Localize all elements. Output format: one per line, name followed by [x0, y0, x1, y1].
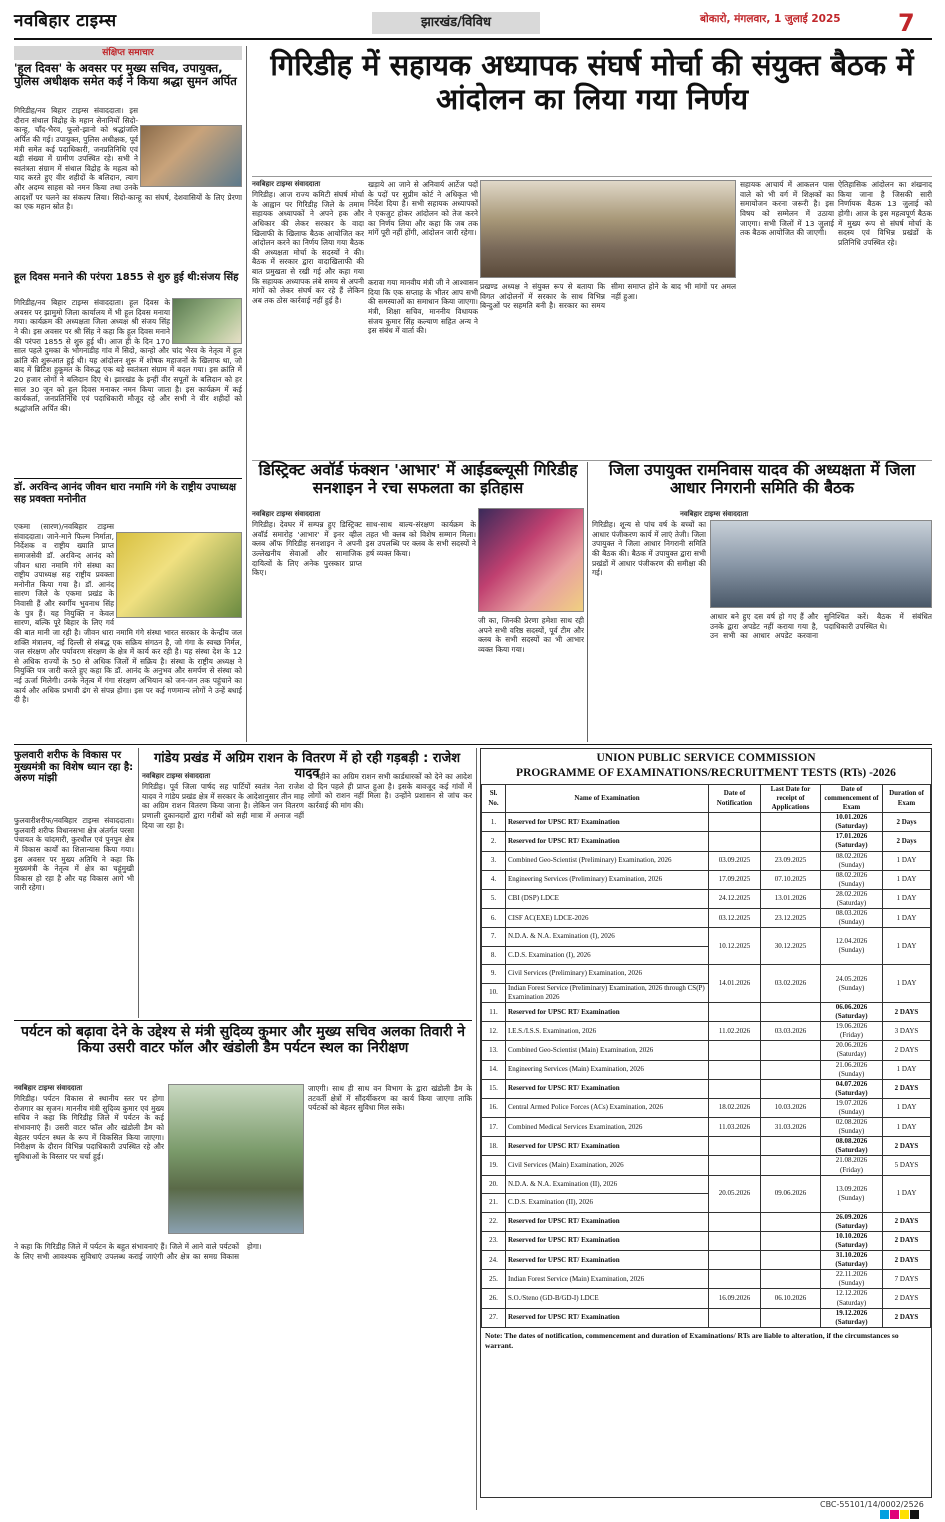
table-cell: [761, 813, 821, 832]
table-cell: [709, 1251, 761, 1270]
table-cell: 04.07.2026 (Saturday): [821, 1079, 883, 1098]
table-cell: 10.03.2026: [761, 1098, 821, 1117]
table-cell: [709, 1212, 761, 1231]
table-cell: 10.: [482, 983, 506, 1002]
table-cell: C.D.S. Examination (II), 2026: [506, 1194, 709, 1213]
table-cell: 1 DAY: [883, 1098, 931, 1117]
table-row: [482, 1137, 931, 1156]
aabhar-col-2: साथ-साथ बाल्य-संरक्षण कार्यक्रम के तहत भी क्लब को विशेष सम्मान मिला। इस उपलब्धि पर क्लब के सभी सदस्यों ने हर्ष व्यक्त किया।: [366, 520, 476, 558]
table-row: [482, 965, 931, 984]
brief-body-1: [14, 106, 242, 272]
lead-headline: गिरिडीह में सहायक अध्यापक संघर्ष मोर्चा की संयुक्त बैठक में आंदोलन का लिया गया निर्णय: [270, 48, 914, 117]
table-cell: 18.02.2026: [709, 1098, 761, 1117]
color-swatch: [890, 1510, 899, 1519]
table-cell: [709, 1137, 761, 1156]
table-cell: 26.: [482, 1289, 506, 1308]
table-cell: 7.: [482, 928, 506, 947]
table-cell: 20.06.2026 (Saturday): [821, 1041, 883, 1060]
upsc-advertisement: [480, 748, 932, 1498]
table-cell: Combined Medical Services Examination, 2026: [506, 1118, 709, 1137]
aabhar-photo: [478, 508, 584, 612]
upsc-title: PROGRAMME OF EXAMINATIONS/RECRUITMENT TESTS (RTs) -2026: [516, 766, 896, 779]
column-header: Last Date for receipt of Applications: [761, 784, 821, 812]
lead-col-6: करावा गया मानवीय मंत्री जी ने आश्वासन दिया कि एक सप्ताह के भीतर आप सभी की समस्याओं का समाधान किया जाएगा। मंत्री, शिक्षा सचिव, माननीय विधायक संजय कुमार सिंह कल्याण सहित अन्य ने इस संबंध में वार्ता की।: [368, 278, 478, 336]
aadhar-byline: नवबिहार टाइम्स संवाददाता: [680, 510, 749, 518]
table-cell: Reserved for UPSC RT/ Examination: [506, 1212, 709, 1231]
upsc-exam-table: [481, 784, 931, 1328]
table-cell: 19.: [482, 1156, 506, 1175]
table-cell: Reserved for UPSC RT/ Examination: [506, 1251, 709, 1270]
table-cell: 15.: [482, 1079, 506, 1098]
divider: [14, 1020, 472, 1021]
brief-text-2: गिरिडीह/नव बिहार टाइम्स संवाददाता। हूल दिवस के अवसर पर झामुमो जिला कार्यालय में भी हूल दिवस मनाया गया। कार्यक्रम की अध्यक्षता जिला अध्यक्ष श्री संजय सिंह ने की। इस अवसर पर श्री सिंह ने कहा कि हूल दिवस मनाने की परंपरा 1855 से शुरु हुई थी। आज ही के दिन 170 साल पहले दुमका के भोगनाडीह गांव में सिदो, कान्हो और चांद भैरव के नेतृत्व में हूल क्रांति की शुरूआत हुई थी। यह आंदोलन शुरू में शोषक महाजनों के खिलाफ था, जो बाद में ब्रिटिश हुकूमत के विरुद्ध एक बड़े स्वतंत्रता संग्राम में बदल गया। इस क्रांति में 20 हजार लोगों ने बलिदान दिए थे। झारखंड के इन्हीं वीर सपूतों के बलिदान को हर साल 30 जून को हूल दिवस मनाकर नमन किया जाता है। इस कार्यक्रम में कई कार्यकर्ता, जनप्रतिनिधि एवं पदाधिकारी मौजूद रहे और सभी ने वीर शहीदों को श्रद्धांजलि अर्पित की।: [14, 298, 242, 413]
table-cell: 07.10.2025: [761, 870, 821, 889]
page-number: 7: [898, 9, 915, 37]
masthead: [14, 8, 932, 40]
table-cell: 19.06.2026 (Friday): [821, 1022, 883, 1041]
table-cell: 23.12.2025: [761, 909, 821, 928]
brief-headline-1: 'हूल दिवस' के अवसर पर मुख्य सचिव, उपायुक्त, पुलिस अधीक्षक समेत कई ने किया श्रद्धा सुमन अर्पित: [14, 61, 237, 89]
table-cell: 06.06.2026 (Saturday): [821, 1002, 883, 1021]
table-row: [482, 889, 931, 908]
table-cell: 8.: [482, 946, 506, 965]
table-cell: 21.06.2026 (Sunday): [821, 1060, 883, 1079]
table-body: [482, 813, 931, 1328]
table-cell: 10.01.2026 (Saturday): [821, 813, 883, 832]
table-cell: 24.05.2026 (Sunday): [821, 965, 883, 1003]
tourism-byline: नवबिहार टाइम्स संवाददाता: [14, 1084, 83, 1092]
table-cell: 1 DAY: [883, 1175, 931, 1212]
table-row: [482, 1175, 931, 1194]
table-cell: 2 DAYS: [883, 1251, 931, 1270]
table-cell: [709, 1041, 761, 1060]
column-header: Date of commencement of Exam: [821, 784, 883, 812]
table-cell: 1 DAY: [883, 889, 931, 908]
table-cell: 28.02.2026 (Saturday): [821, 889, 883, 908]
aabhar-headline: डिस्ट्रिक्ट अवॉर्ड फंक्शन 'आभार' में आईडब्ल्यूसी गिरिडीह सनशाइन ने रचा सफलता का इतिहास: [258, 461, 578, 497]
table-cell: 3 DAYS: [883, 1022, 931, 1041]
table-cell: Civil Services (Main) Examination, 2026: [506, 1156, 709, 1175]
table-cell: [761, 1251, 821, 1270]
color-swatch: [910, 1510, 919, 1519]
table-cell: 13.09.2026 (Sunday): [821, 1175, 883, 1212]
table-cell: 1 DAY: [883, 870, 931, 889]
table-cell: C.D.S. Examination (I), 2026: [506, 946, 709, 965]
table-cell: [709, 1079, 761, 1098]
lead-col-5: ऐतिहासिक आंदोलन का शंखनाद किया जाना है जिसकी सारी निर्णायक बैठक 13 जुलाई को होगी। आज के इस महत्वपूर्ण बैठक में मुख्य रूप से संघर्ष मोर्चा के सदस्य एवं विभिन्न प्रखंडों के प्रतिनिधि उपस्थित रहे।: [838, 180, 932, 247]
table-cell: [709, 1156, 761, 1175]
brief-headline-3: डॉ. अरविन्द आनंद जीवन धारा नमामि गंगे के राष्ट्रीय उपाध्यक्ष सह प्रवक्ता मनोनीत: [14, 482, 236, 505]
upsc-org: UNION PUBLIC SERVICE COMMISSION: [596, 752, 816, 764]
table-cell: 19.12.2026 (Saturday): [821, 1308, 883, 1327]
upsc-note: Note: The dates of notification, commencement and duration of Examinations/ RTs are liable to alteration, if the circumstances so warrant.: [485, 1330, 899, 1350]
table-cell: 14.: [482, 1060, 506, 1079]
table-cell: 26.09.2026 (Saturday): [821, 1212, 883, 1231]
table-cell: Combined Geo-Scientist (Main) Examination, 2026: [506, 1041, 709, 1060]
tourism-col-1: गिरिडीह। पर्यटन विकास से स्थानीय स्तर पर होगा रोजगार का सृजन। माननीय मंत्री सुदिव्य कुमार एवं मुख्य सचिव ने कहा कि गिरिडीह जिले में पर्यटन के कई संभावनाएं हैं। उसरी वाटर फॉल और खंडोली डैम को बेहतर पर्यटन स्थल के रूप में विकसित किया जाएगा। निरीक्षण के दौरान विभिन्न पदाधिकारी उपस्थित रहे और सुविधाओं के विस्तार पर चर्चा हुई।: [14, 1094, 164, 1161]
table-cell: Reserved for UPSC RT/ Examination: [506, 832, 709, 851]
table-row: [482, 928, 931, 947]
lead-col-2: खड़ाये आ जाने से अनिवार्य आर्टेज पदों के पदों पर सुप्रीम कोर्ट ने अधिकृत भी निर्देश दिया है। सभी सहायक अध्यापकों ने एकजुट होकर आंदोलन को तेज करने का निर्णय लिया और कहा कि जब तक मांगें पूरी नहीं होंगी, आंदोलन जारी रहेगा।: [368, 180, 478, 238]
aadhar-photo: [710, 520, 932, 608]
table-cell: 03.09.2025: [709, 851, 761, 870]
aadhar-col-2: आधार बने हुए दस वर्ष हो गए हैं और उनके द्वारा अपडेट नहीं कराया गया है, उन सभी का आधार अपडेट करवाना सुनिश्चित करें। बैठक में संबंधित पदाधिकारी उपस्थित थे।: [710, 612, 932, 641]
aadhar-col-1: गिरिडीह। शून्य से पांच वर्ष के बच्चों का आधार पंजीकरण कार्य में लाएं तेजी। जिला उपायुक्त ने जिला आधार निगरानी समिति की बैठक की। बैठक में उपायुक्त द्वारा सभी प्रखंडों में आधार पंजीकरण की समीक्षा की गई।: [592, 520, 706, 578]
photo-spacer: [138, 106, 242, 190]
table-cell: 08.02.2026 (Sunday): [821, 851, 883, 870]
tourism-col-3: ने कहा कि गिरिडीह जिले में पर्यटन के बहुत संभावनाएं हैं। जिले में आने वाले पर्यटकों के लिए सभी आवश्यक सुविधाएं उपलब्ध कराई जाएंगी और क्षेत्र का समग्र विकास होगा।: [14, 1242, 262, 1261]
table-cell: 17.09.2025: [709, 870, 761, 889]
table-cell: 11.02.2026: [709, 1022, 761, 1041]
table-cell: 11.03.2026: [709, 1118, 761, 1137]
column-header: Sl. No.: [482, 784, 506, 812]
brief-headline-2: हूल दिवस मनाने की परंपरा 1855 से शुरु हुई थी:संजय सिंह: [14, 272, 239, 283]
tourism-col-2: जाएगी। साथ ही साथ वन विभाग के द्वारा खंडोली डैम के तटवर्ती क्षेत्रों में सौंदर्यीकरण का कार्य किया जाएगा ताकि पर्यटकों को बेहतर सुविधा मिल सके।: [308, 1084, 472, 1113]
divider: [14, 478, 242, 479]
table-cell: [761, 1041, 821, 1060]
table-row: [482, 870, 931, 889]
table-cell: 1 DAY: [883, 1060, 931, 1079]
table-row: [482, 1231, 931, 1250]
table-cell: 12.12.2026 (Saturday): [821, 1289, 883, 1308]
issue-date: बोकारो, मंगलवार, 1 जुलाई 2025: [700, 13, 841, 25]
column-header: Date of Notification: [709, 784, 761, 812]
table-cell: 09.06.2026: [761, 1175, 821, 1212]
table-cell: [709, 1270, 761, 1289]
table-cell: CBI (DSP) LDCE: [506, 889, 709, 908]
table-cell: 21.08.2026 (Friday): [821, 1156, 883, 1175]
table-cell: [709, 1002, 761, 1021]
table-cell: 2 DAYS: [883, 1002, 931, 1021]
table-cell: Engineering Services (Preliminary) Examination, 2026: [506, 870, 709, 889]
table-cell: 5 DAYS: [883, 1156, 931, 1175]
table-cell: 3.: [482, 851, 506, 870]
table-cell: S.O./Steno (GD-B/GD-I) LDCE: [506, 1289, 709, 1308]
brief-text-3: एकमा (सारण)/नवबिहार टाइम्स संवाददाता। जाने-माने फिल्म निर्माता, निर्देशक व राष्ट्रीय ख्याति प्राप्त समाजसेवी डॉ. अरविन्द आनंद को जीवन धारा नमामि गंगे संस्था का राष्ट्रीय उपाध्यक्ष सह राष्ट्रीय प्रवक्ता मनोनीत किया गया है। डॉ. आनंद सारण जिले के एकमा प्रखंड के निवासी हैं और स्वर्गीय भुवनाथ सिंह के पुत्र हैं। यह नियुक्ति न केवल सारण, बल्कि पूरे बिहार के लिए गर्व की बात मानी जा रही है। जीवन धारा नमामि गंगे संस्था भारत सरकार के केन्द्रीय जल शक्ति मंत्रालय, नई दिल्ली से संबद्ध एक सक्रिय संगठन है, जो गंगा के स्वच्छ निर्मल, जल संरक्षण और पर्यावरण संरक्षण के क्षेत्र में कार्य कर रही है। यह संस्था देश के 12 से अधिक राज्यों के 50 से अधिक जिलों में सक्रिय है। संस्था के राष्ट्रीय अध्यक्ष ने नियुक्ति पत्र जारी करते हुए कहा कि डॉ. आनंद के अनुभव और समर्पण से संस्था को नई ऊर्जा मिलेगी। उनके नेतृत्व में गंगा संरक्षण अभियान को जन-जन तक पहुंचाने का कार्य और अधिक प्रभावी ढंग से संपन्न होगा। इस पर कई गणमान्य लोगों ने उन्हें बधाई दी है।: [14, 522, 242, 705]
table-cell: 24.: [482, 1251, 506, 1270]
photo-spacer: [114, 522, 242, 620]
table-cell: 2 DAYS: [883, 1212, 931, 1231]
table-cell: 2 DAYS: [883, 1231, 931, 1250]
lead-col-3: प्रखण्ड अध्यक्ष ने संयुक्त रूप से बताया कि विगत आंदोलनों में सरकार के साथ विभिन्न बिन्दुओं पर सहमति बनी है। सरकार का समय सीमा समाप्त होने के बाद भी मांगों पर अमल नहीं हुआ।: [480, 282, 736, 311]
table-cell: 13.01.2026: [761, 889, 821, 908]
table-cell: 02.08.2026 (Sunday): [821, 1118, 883, 1137]
table-row: [482, 813, 931, 832]
lead-col-4: सहायक आचार्य में आकलन पास वाले को भी वर्ग में शिक्षकों का समायोजन करना जरूरी है। इस विषय को सम्मेलन में उठाया जाएगा। सभी जिलों में 13 जुलाई तक बैठक आयोजित की जाएगी।: [740, 180, 834, 238]
brief-body-3: [14, 522, 242, 740]
table-cell: [709, 1308, 761, 1327]
divider: [14, 744, 932, 745]
table-cell: 03.02.2026: [761, 965, 821, 1003]
gandey-byline: नवबिहार टाइम्स संवाददाता: [142, 772, 211, 780]
table-cell: 7 DAYS: [883, 1270, 931, 1289]
brief-text-1: गिरिडीह/नव बिहार टाइम्स संवाददाता। इस दौरान संथाल विद्रोह के महान सेनानियों सिदो-कान्हू, चाँद-भैरव, फूलो-झानो को श्रद्धांजलि अर्पित की गई। उपायुक्त, पुलिस अधीक्षक, पूर्व मंत्री समेत कई पदाधिकारी, जनप्रतिनिधि एवं बड़ी संख्या में ग्रामीण उपस्थित रहे। सभी ने स्वतंत्रता संग्राम में संथाल विद्रोह के महत्व को याद करते हुए वीर शहीदों के बलिदान, त्याग और अदम्य साहस को नमन किया तथा उनके आदर्शों पर चलने का संकल्प लिया। सिदो-कान्हू का संघर्ष, देशवासियों के लिए प्रेरणा का एक महान स्रोत है।: [14, 106, 242, 212]
aabhar-col-1: गिरिडीह। देवघर में सम्पन्न हुए डिस्ट्रिक्ट अवॉर्ड समारोह 'आभार' में इनर व्हील क्लब ऑफ गिरिडीह सनशाइन ने अपनी उल्लेखनीय सेवाओं और सामाजिक दायित्वों के लिए अनेक पुरस्कार प्राप्त किए।: [252, 520, 362, 578]
table-cell: I.E.S./I.S.S. Examination, 2026: [506, 1022, 709, 1041]
table-cell: Reserved for UPSC RT/ Examination: [506, 1137, 709, 1156]
table-cell: 11.: [482, 1002, 506, 1021]
table-cell: [709, 813, 761, 832]
table-cell: Reserved for UPSC RT/ Examination: [506, 1079, 709, 1098]
table-cell: 1.: [482, 813, 506, 832]
table-cell: 10.10.2026 (Saturday): [821, 1231, 883, 1250]
table-cell: 24.12.2025: [709, 889, 761, 908]
table-cell: 2 DAYS: [883, 1041, 931, 1060]
divider: [252, 176, 932, 177]
table-cell: Indian Forest Service (Main) Examination, 2026: [506, 1270, 709, 1289]
color-swatch: [880, 1510, 889, 1519]
table-cell: 1 DAY: [883, 909, 931, 928]
table-cell: 30.12.2025: [761, 928, 821, 965]
table-row: [482, 1079, 931, 1098]
photo-spacer: [170, 298, 242, 346]
table-cell: [761, 1002, 821, 1021]
table-cell: [761, 1156, 821, 1175]
table-row: [482, 832, 931, 851]
newspaper-name: नवबिहार टाइम्स: [14, 11, 117, 31]
table-cell: 31.10.2026 (Saturday): [821, 1251, 883, 1270]
table-cell: Indian Forest Service (Preliminary) Examination, 2026 through CS(P) Examination 2026: [506, 983, 709, 1002]
table-cell: 13.: [482, 1041, 506, 1060]
lead-photo: [480, 180, 736, 278]
table-cell: 1 DAY: [883, 965, 931, 1003]
gandey-col-2: 3 महीने का अग्रिम राशन सभी कार्डधारकों को देने का आदेश दो दिन पहले ही प्राप्त हुआ है। इसके बावजूद कई गांवों में लोगों को राशन नहीं मिला है। उन्होंने प्रशासन से जांच कर कार्रवाई की मांग की।: [308, 772, 472, 810]
table-cell: N.D.A. & N.A. Examination (I), 2026: [506, 928, 709, 947]
table-cell: 16.: [482, 1098, 506, 1117]
table-header-row: [482, 784, 931, 812]
table-cell: 17.01.2026 (Saturday): [821, 832, 883, 851]
table-cell: 08.08.2026 (Saturday): [821, 1137, 883, 1156]
table-cell: [761, 1137, 821, 1156]
aabhar-byline: नवबिहार टाइम्स संवाददाता: [252, 510, 321, 518]
table-row: [482, 1041, 931, 1060]
aadhar-headline: जिला उपायुक्त रामनिवास यादव की अध्यक्षता में जिला आधार निगरानी समिति की बैठक: [608, 461, 916, 497]
table-cell: 22.: [482, 1212, 506, 1231]
table-cell: 22.11.2026 (Sunday): [821, 1270, 883, 1289]
table-cell: 20.05.2026: [709, 1175, 761, 1212]
table-cell: 31.03.2026: [761, 1118, 821, 1137]
table-cell: [709, 1060, 761, 1079]
upsc-code: CBC-55101/14/0002/2526: [820, 1500, 924, 1509]
table-row: [482, 1118, 931, 1137]
section-label: झारखंड/विविध: [372, 12, 540, 34]
brief-label: संक्षिप्त समाचार: [14, 46, 242, 60]
column-rule: [138, 748, 139, 1018]
gandey-headline: गांडेय प्रखंड में अग्रिम राशन के वितरण में हो रही गड़बड़ी : राजेश यादव: [153, 751, 461, 781]
table-row: [482, 1289, 931, 1308]
color-swatch: [900, 1510, 909, 1519]
table-cell: 1 DAY: [883, 1118, 931, 1137]
table-cell: 2 Days: [883, 832, 931, 851]
table-cell: 08.03.2026 (Sunday): [821, 909, 883, 928]
table-row: [482, 1308, 931, 1327]
table-cell: [761, 1231, 821, 1250]
table-cell: 10.12.2025: [709, 928, 761, 965]
table-cell: 4.: [482, 870, 506, 889]
column-header: Duration of Exam: [883, 784, 931, 812]
table-row: [482, 909, 931, 928]
table-row: [482, 1251, 931, 1270]
table-cell: Central Armed Police Forces (ACs) Examination, 2026: [506, 1098, 709, 1117]
table-cell: 27.: [482, 1308, 506, 1327]
table-cell: 12.04.2026 (Sunday): [821, 928, 883, 965]
table-cell: 1 DAY: [883, 928, 931, 965]
table-row: [482, 1060, 931, 1079]
phulwari-body: फुलवारीशरीफ/नवबिहार टाइम्स संवाददाता। फुलवारी शरीफ विधानसभा क्षेत्र अंतर्गत परसा पंचायत के चांदमारी, कुरथौल एवं पुनपुन क्षेत्र में विकास कार्यों का शिलान्यास किया गया। इस अवसर पर मुख्य अतिथि ने कहा कि मुख्यमंत्री के नेतृत्व में क्षेत्र का चहुंमुखी विकास हो रहा है और यह विकास आगे भी जारी रहेगा।: [14, 816, 134, 893]
column-rule: [476, 748, 477, 1510]
tourism-photo: [168, 1084, 304, 1234]
table-row: [482, 1098, 931, 1117]
table-cell: Engineering Services (Main) Examination, 2026: [506, 1060, 709, 1079]
table-cell: 19.07.2026 (Sunday): [821, 1098, 883, 1117]
table-cell: 03.03.2026: [761, 1022, 821, 1041]
table-cell: 9.: [482, 965, 506, 984]
table-cell: 23.09.2025: [761, 851, 821, 870]
table-cell: 18.: [482, 1137, 506, 1156]
table-row: [482, 1002, 931, 1021]
table-cell: [761, 1212, 821, 1231]
column-rule: [246, 46, 247, 742]
table-row: [482, 1270, 931, 1289]
table-cell: [761, 1270, 821, 1289]
table-cell: 14.01.2026: [709, 965, 761, 1003]
table-cell: [761, 1308, 821, 1327]
table-cell: Reserved for UPSC RT/ Examination: [506, 1308, 709, 1327]
lead-byline: नवबिहार टाइम्स संवाददाता: [252, 180, 321, 188]
table-cell: 25.: [482, 1270, 506, 1289]
table-cell: 20.: [482, 1175, 506, 1194]
column-header: Name of Examination: [506, 784, 709, 812]
table-cell: 2 DAYS: [883, 1289, 931, 1308]
table-cell: [761, 1079, 821, 1098]
tourism-headline: पर्यटन को बढ़ावा देने के उद्देश्य से मंत्री सुदिव्य कुमार और मुख्य सचिव अलका तिवारी ने किया उसरी वाटर फॉल और खंडोली डैम पर्यटन स्थल का निरीक्षण: [20, 1024, 466, 1057]
table-cell: CISF AC(EXE) LDCE-2026: [506, 909, 709, 928]
table-cell: 17.: [482, 1118, 506, 1137]
table-cell: 08.02.2026 (Sunday): [821, 870, 883, 889]
phulwari-headline: फुलवारी शरीफ के विकास पर मुख्यमंत्री का विशेष ध्यान रहा है: अरुण मांझी: [14, 750, 134, 784]
table-cell: 12.: [482, 1022, 506, 1041]
table-cell: Civil Services (Preliminary) Examination, 2026: [506, 965, 709, 984]
table-cell: 23.: [482, 1231, 506, 1250]
lead-col-1: गिरिडीह। आज राज्य कमिटी संघर्ष मोर्चा के आह्वान पर गिरिडीह जिले के तमाम सहायक अध्यापकों ने अपने हक और अधिकार की लेकर सरकार के वादा खिलाफी के खिलाफ बैठक आयोजित कर आंदोलन करने का निर्णय लिया गया बैठक की अध्यक्षता मोर्चा के सदस्यों ने की। बैठक में सरकार द्वारा वादाखिलाफी की बात प्रमुखता से रखी गई और कहा गया कि सहायक अध्यापक लंबे समय से अपनी मांगों को लेकर संघर्ष कर रहे हैं लेकिन अब तक ठोस कार्रवाई नहीं हुई है।: [252, 190, 364, 305]
table-cell: 2.: [482, 832, 506, 851]
table-cell: Reserved for UPSC RT/ Examination: [506, 1231, 709, 1250]
table-cell: 5.: [482, 889, 506, 908]
table-cell: 21.: [482, 1194, 506, 1213]
table-cell: 2 DAYS: [883, 1079, 931, 1098]
table-row: [482, 1022, 931, 1041]
table-cell: [709, 832, 761, 851]
table-cell: [761, 1060, 821, 1079]
table-row: [482, 1212, 931, 1231]
table-cell: Reserved for UPSC RT/ Examination: [506, 1002, 709, 1021]
table-row: [482, 1156, 931, 1175]
table-cell: 16.09.2026: [709, 1289, 761, 1308]
table-cell: 03.12.2025: [709, 909, 761, 928]
table-cell: 6.: [482, 909, 506, 928]
table-cell: 2 DAYS: [883, 1137, 931, 1156]
table-row: [482, 851, 931, 870]
table-cell: [761, 832, 821, 851]
table-cell: 2 Days: [883, 813, 931, 832]
table-cell: 06.10.2026: [761, 1289, 821, 1308]
table-cell: 2 DAYS: [883, 1308, 931, 1327]
aabhar-col-3: जी का, जिनकी प्रेरणा हमेशा साथ रही अपने सभी वरिष्ठ सदस्यों, पूर्व टीम और क्लब के सभी सदस्यों का भी आभार व्यक्त किया गया।: [478, 616, 584, 654]
table-cell: Combined Geo-Scientist (Preliminary) Examination, 2026: [506, 851, 709, 870]
column-rule: [587, 462, 588, 742]
table-cell: N.D.A. & N.A. Examination (II), 2026: [506, 1175, 709, 1194]
table-cell: Reserved for UPSC RT/ Examination: [506, 813, 709, 832]
table-cell: [709, 1231, 761, 1250]
table-cell: 1 DAY: [883, 851, 931, 870]
brief-body-2: [14, 298, 242, 476]
gandey-col-1: गिरिडीह। पूर्व जिला पार्षद सह पार्टियों स्वतंत्र नेता राजेश यादव ने गांडेय प्रखंड क्षेत्र में सरकार के आदेशानुसार तीन माह का अग्रिम राशन वितरण किया जाना है। लेकिन जन वितरण प्रणाली दुकानदारों द्वारा गरीबों को सही मात्रा में अनाज नहीं दिया जा रहा है।: [142, 782, 304, 830]
